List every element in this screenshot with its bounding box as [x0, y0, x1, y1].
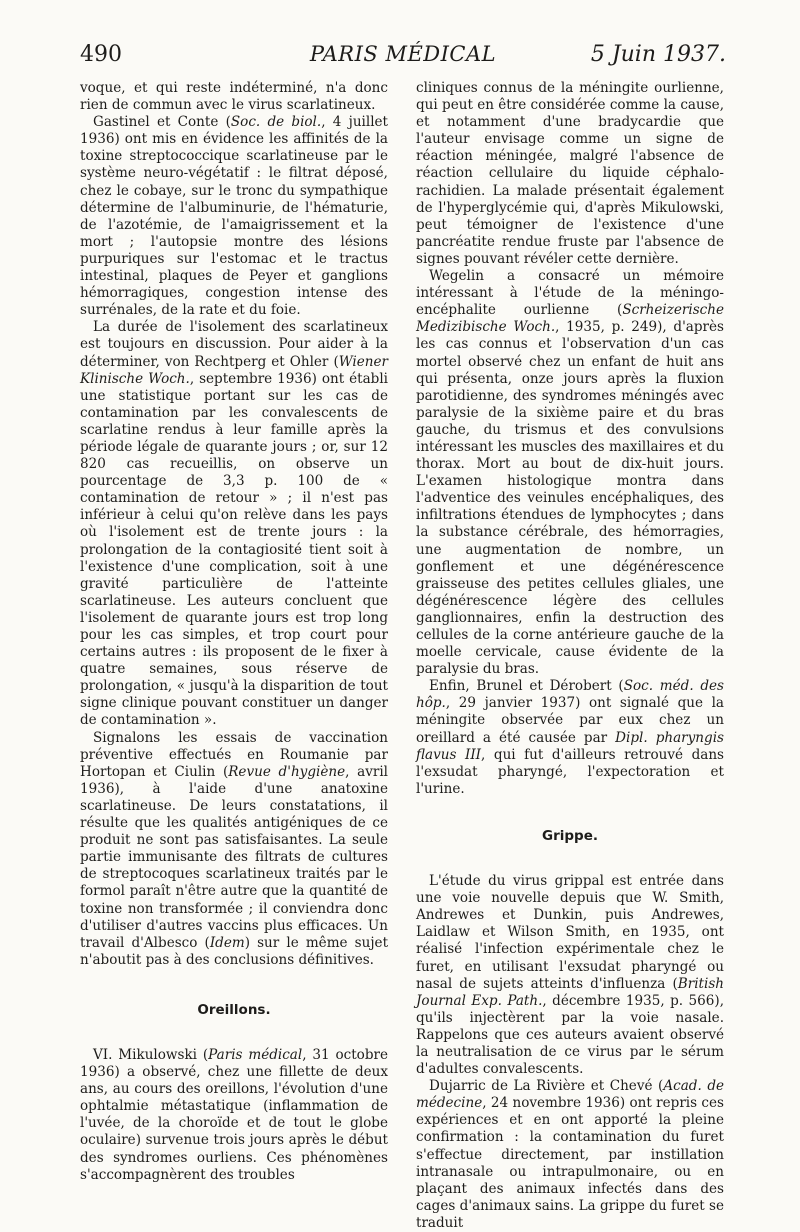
section-heading-oreillons: Oreillons. [197, 1001, 271, 1018]
paragraph: Wegelin a consacré un mémoire intéressant à l'étude de la méningo-encéphalite ourlienne (Scrheizerische Medizibische Woch., 1935, p. 249), d'après les cas connus et l'observation d'un cas mortel observé chez un enfant de huit ans qui présenta, onze jours après la fluxion parotidienne, des syndromes méningés avec paralysie de la sixième paire et du bras gauche, du trismus et des convulsions intéressant les muscles des maxillaires et du thorax. Mort au bout de dix-huit jours. L'examen histologique montra dans l'adventice des veinules encéphaliques, des infiltrations étendues de lymphocytes ; dans la substance cérébrale, des hémorragies, une augmentation de nombre, un gonflement et une dégénérescence graisseuse des petites cellules gliales, une dégénérescence légère des cellules ganglionnaires, enfin la destruction des cellules de la corne antérieure gauche de la moelle cervicale, cause évidente de la paralysie du bras. [416, 268, 725, 678]
citation: Dipl. pharyngis flavus III [416, 729, 724, 763]
citation: Idem [209, 934, 245, 951]
issue-date: 5 Juin 1937. [590, 42, 726, 67]
citation: Soc. de biol. [230, 114, 322, 131]
section-heading-grippe: Grippe. [542, 827, 598, 844]
paragraph: Signalons les essais de vaccination préventive effectués en Roumanie par Hortopan et Ciulin (Revue d'hygiène, avril 1936), à l'aide d'une anatoxine scarlatineuse. De leurs constatations, il résulte que les qualités antigéniques de ce produit ne sont pas satisfaisantes. La seule partie immunisante des filtrats de cultures de streptocoques scarlatineux traités par le formol paraît n'être autre que la quantité de toxine non transformée ; il conviendra donc d'utiliser d'autres vaccins plus efficaces. Un travail d'Albesco (Idem) sur le même sujet n'aboutit pas à des conclusions définitives. [80, 729, 389, 968]
page-header [80, 40, 726, 80]
journal-title: PARIS MÉDICAL [309, 42, 497, 66]
left-column [80, 80, 388, 1184]
paragraph: cliniques connus de la méningite ourlienne, qui peut en être considérée comme la cause, et notamment d'une bradycardie que l'auteur envisage comme un signe de réaction méningée, malgré l'absence de réaction cellulaire du liquide céphalo-rachidien. La malade présentait également de l'hyperglycémie qui, d'après Mikulowski, peut témoigner de l'existence d'une pancréatite rendue fruste par l'absence de signes pouvant révéler cette dernière. [416, 80, 724, 267]
paragraph: voque, et qui reste indéterminé, n'a donc rien de commun avec le virus scarlatineux. [80, 80, 388, 114]
citation: Revue d'hygiène [228, 763, 346, 780]
citation: Wiener Klinische Woch. [80, 353, 388, 387]
paragraph: Gastinel et Conte (Soc. de biol., 4 juillet 1936) ont mis en évidence les affinités de la toxine streptococcique scarlatineuse par le système neuro-végétatif : le filtrat déposé, chez le cobaye, sur le tronc du sympathique détermine de l'albuminurie, de l'hématurie, de l'azotémie, de l'amaigrissement et la mort ; l'autopsie montre des lésions purpuriques sur l'estomac et le tractus intestinal, plaques de Peyer et ganglions hémorragiques, congestion intense des surrénales, de la rate et du foie. [80, 114, 388, 319]
citation: Scrheizerische Medizibische Woch. [416, 302, 724, 336]
citation: Paris médical [208, 1046, 303, 1063]
paragraph: La durée de l'isolement des scarlatineux est toujours en discussion. Pour aider à la déterminer, von Rechtperg et Ohler (Wiener Klinische Woch., septembre 1936) ont établi une statistique portant sur les cas de contamination par les convalescents de scarlatine rendus à leur famille après la période légale de quarante jours ; or, sur 12 820 cas recueillis, on observe un pourcentage de 3,3 p. 100 de « contamination de retour » ; il n'est pas inférieur à celui qu'on relève dans les pays où l'isolement est de trente jours : la prolongation de la contagiosité tient soit à l'existence d'une complication, soit à une gravité particulière de l'atteinte scarlatineuse. Les auteurs concluent que l'isolement de quarante jours est trop long pour les cas simples, et trop court pour certains autres : ils proposent de le fixer à quatre semaines, sous réserve de prolongation, « jusqu'à la disparition de tout signe clinique pouvant constituer un danger de contamination ». [80, 319, 388, 729]
paragraph: L'étude du virus grippal est entrée dans une voie nouvelle depuis que W. Smith, Andrewes et Dunkin, puis Andrewes, Laidlaw et Wilson Smith, en 1935, ont réalisé l'infection expérimentale chez le furet, en utilisant l'exsudat pharyngé ou nasal de sujets atteints d'influenza (British Journal Exp. Path., décembre 1935, p. 566), qu'ils injectèrent par la voie nasale. Rappelons que ces auteurs avaient observé la neutralisation de ce virus par le sérum d'adultes convalescents. [416, 873, 724, 1078]
citation: Soc. méd. des hôp. [416, 678, 724, 712]
paragraph: Enfin, Brunel et Dérobert (Soc. méd. des hôp., 29 janvier 1937) ont signalé que la méningite observée par eux chez un oreillard a été causée par Dipl. pharyngis flavus III, qui fut d'ailleurs retrouvé dans l'exsudat pharyngé, l'expectoration et l'urine. [416, 678, 724, 797]
paragraph: VI. Mikulowski (Paris médical, 31 octobre 1936) a observé, chez une fillette de deux ans, au cours des oreillons, l'évolution d'une ophtalmie métastatique (inflammation de l'uvée, de la choroïde et de tout le globe oculaire) survenue trois jours après le début des syndromes ourliens. Ces phénomènes s'accompagnèrent des troubles [80, 1046, 388, 1183]
citation: British Journal Exp. Path. [416, 975, 724, 1009]
right-column [416, 80, 724, 1232]
paragraph: Dujarric de La Rivière et Chevé (Acad. de médecine, 24 novembre 1936) ont repris ces expériences et en ont apporté la pleine confirmation : la contamination du furet s'effectue directement, par instillation intranasale ou intrapulmonaire, ou en plaçant des animaux infectés dans des cages d'animaux sains. La grippe du furet se traduit [416, 1078, 725, 1231]
page-number: 490 [80, 42, 122, 67]
citation: Acad. de médecine [416, 1078, 725, 1112]
